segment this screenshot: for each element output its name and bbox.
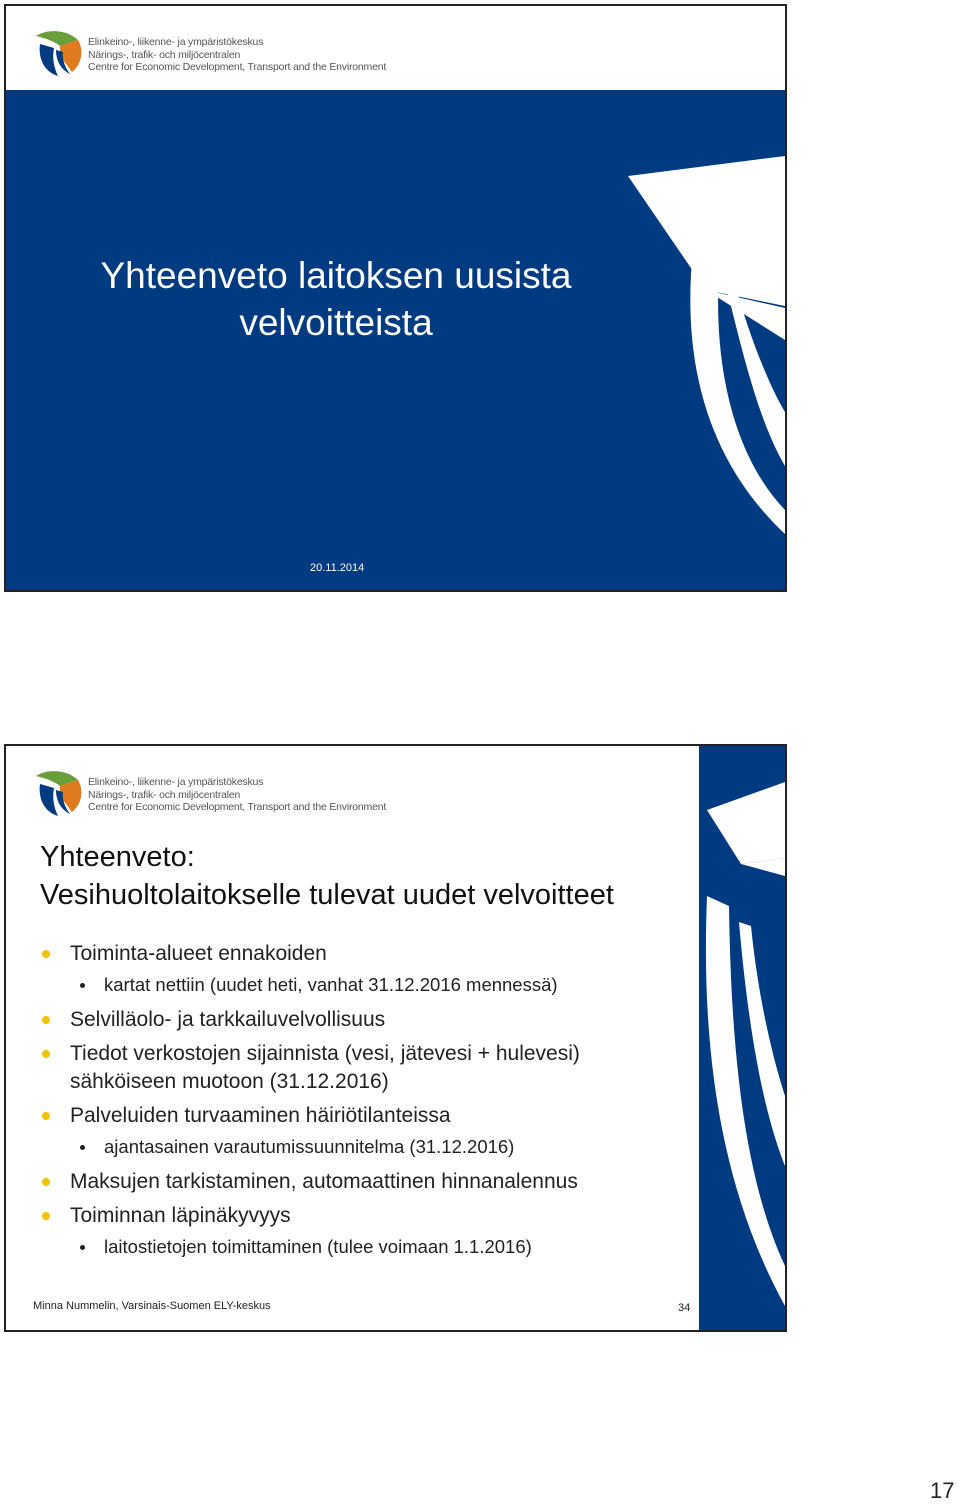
slide-1-title [66, 252, 606, 346]
ely-logo-icon [30, 26, 86, 82]
bullet-icon [42, 1050, 50, 1058]
slide-2-title-line-1: Yhteenveto: [40, 841, 195, 873]
sub-bullet-item [40, 1234, 690, 1260]
sub-bullet-item [40, 1134, 690, 1160]
slide-1-title-line-2: velvoitteista [239, 302, 433, 343]
organization-name-en: Centre for Economic Development, Transport and the Environment [88, 801, 387, 813]
bullet-text: Maksujen tarkistaminen, automaattinen hinnanalennus [70, 1170, 578, 1193]
bullet-icon [42, 1016, 50, 1024]
bullet-item [40, 1102, 690, 1130]
slide-2-title [40, 838, 614, 914]
organization-name-sv: Närings-, trafik- och miljöcentralen [88, 788, 241, 801]
sub-bullet-item [40, 972, 690, 998]
sub-bullet-text: ajantasainen varautumissuunnitelma (31.12.2016) [104, 1136, 515, 1157]
organization-name [88, 36, 386, 74]
bullet-icon [42, 950, 50, 958]
bullet-icon [42, 1212, 50, 1220]
bullet-item [40, 1040, 690, 1096]
bullet-text: Toiminta-alueet ennakoiden [70, 942, 327, 965]
slide-2-footer: Minna Nummelin, Varsinais-Suomen ELY-keskus [33, 1300, 271, 1312]
decorative-swoosh-icon [699, 746, 785, 1330]
bullet-text-line-2: sähköiseen muotoon (31.12.2016) [70, 1070, 389, 1093]
bullet-text-line-1: Tiedot verkostojen sijainnista (vesi, jätevesi + hulevesi) [70, 1042, 580, 1065]
ely-logo-icon [30, 766, 86, 822]
bullet-text: Selvilläolo- ja tarkkailuvelvollisuus [70, 1008, 386, 1031]
sub-bullet-text: laitostietojen toimittaminen (tulee voimaan 1.1.2016) [104, 1236, 532, 1257]
bullet-item [40, 1168, 690, 1196]
title-background [6, 90, 785, 590]
bullet-item [40, 1202, 690, 1230]
sub-bullet-text: kartat nettiin (uudet heti, vanhat 31.12.2016 mennessä) [104, 974, 558, 995]
sub-bullet-icon [80, 983, 85, 988]
bullet-item [40, 940, 690, 968]
organization-name-fi: Elinkeino-, liikenne- ja ympäristökeskus [88, 36, 264, 48]
slide-2 [4, 744, 787, 1332]
slide-1-date: 20.11.2014 [310, 562, 365, 574]
bullet-icon [42, 1178, 50, 1186]
sub-bullet-icon [80, 1145, 85, 1150]
bullet-icon [42, 1112, 50, 1120]
side-decoration [699, 746, 785, 1330]
slide-2-title-line-2: Vesihuoltolaitokselle tulevat uudet velvoitteet [40, 879, 614, 911]
bullet-text: Palveluiden turvaaminen häiriötilanteissa [70, 1104, 451, 1127]
bullet-item [40, 1006, 690, 1034]
header-logo-area [6, 6, 785, 90]
slide-2-number: 34 [678, 1302, 691, 1314]
page-number: 17 [930, 1478, 955, 1503]
organization-name-fi: Elinkeino-, liikenne- ja ympäristökeskus [88, 776, 264, 788]
bullet-list [40, 940, 690, 1268]
header-logo-area [6, 746, 698, 830]
organization-name-en: Centre for Economic Development, Transport and the Environment [88, 61, 387, 73]
organization-name-sv: Närings-, trafik- och miljöcentralen [88, 48, 241, 61]
sub-bullet-icon [80, 1245, 85, 1250]
slide-1-title-line-1: Yhteenveto laitoksen uusista [100, 255, 572, 296]
slide-1 [4, 4, 787, 592]
bullet-text: Toiminnan läpinäkyvyys [70, 1204, 291, 1227]
organization-name [88, 776, 386, 814]
